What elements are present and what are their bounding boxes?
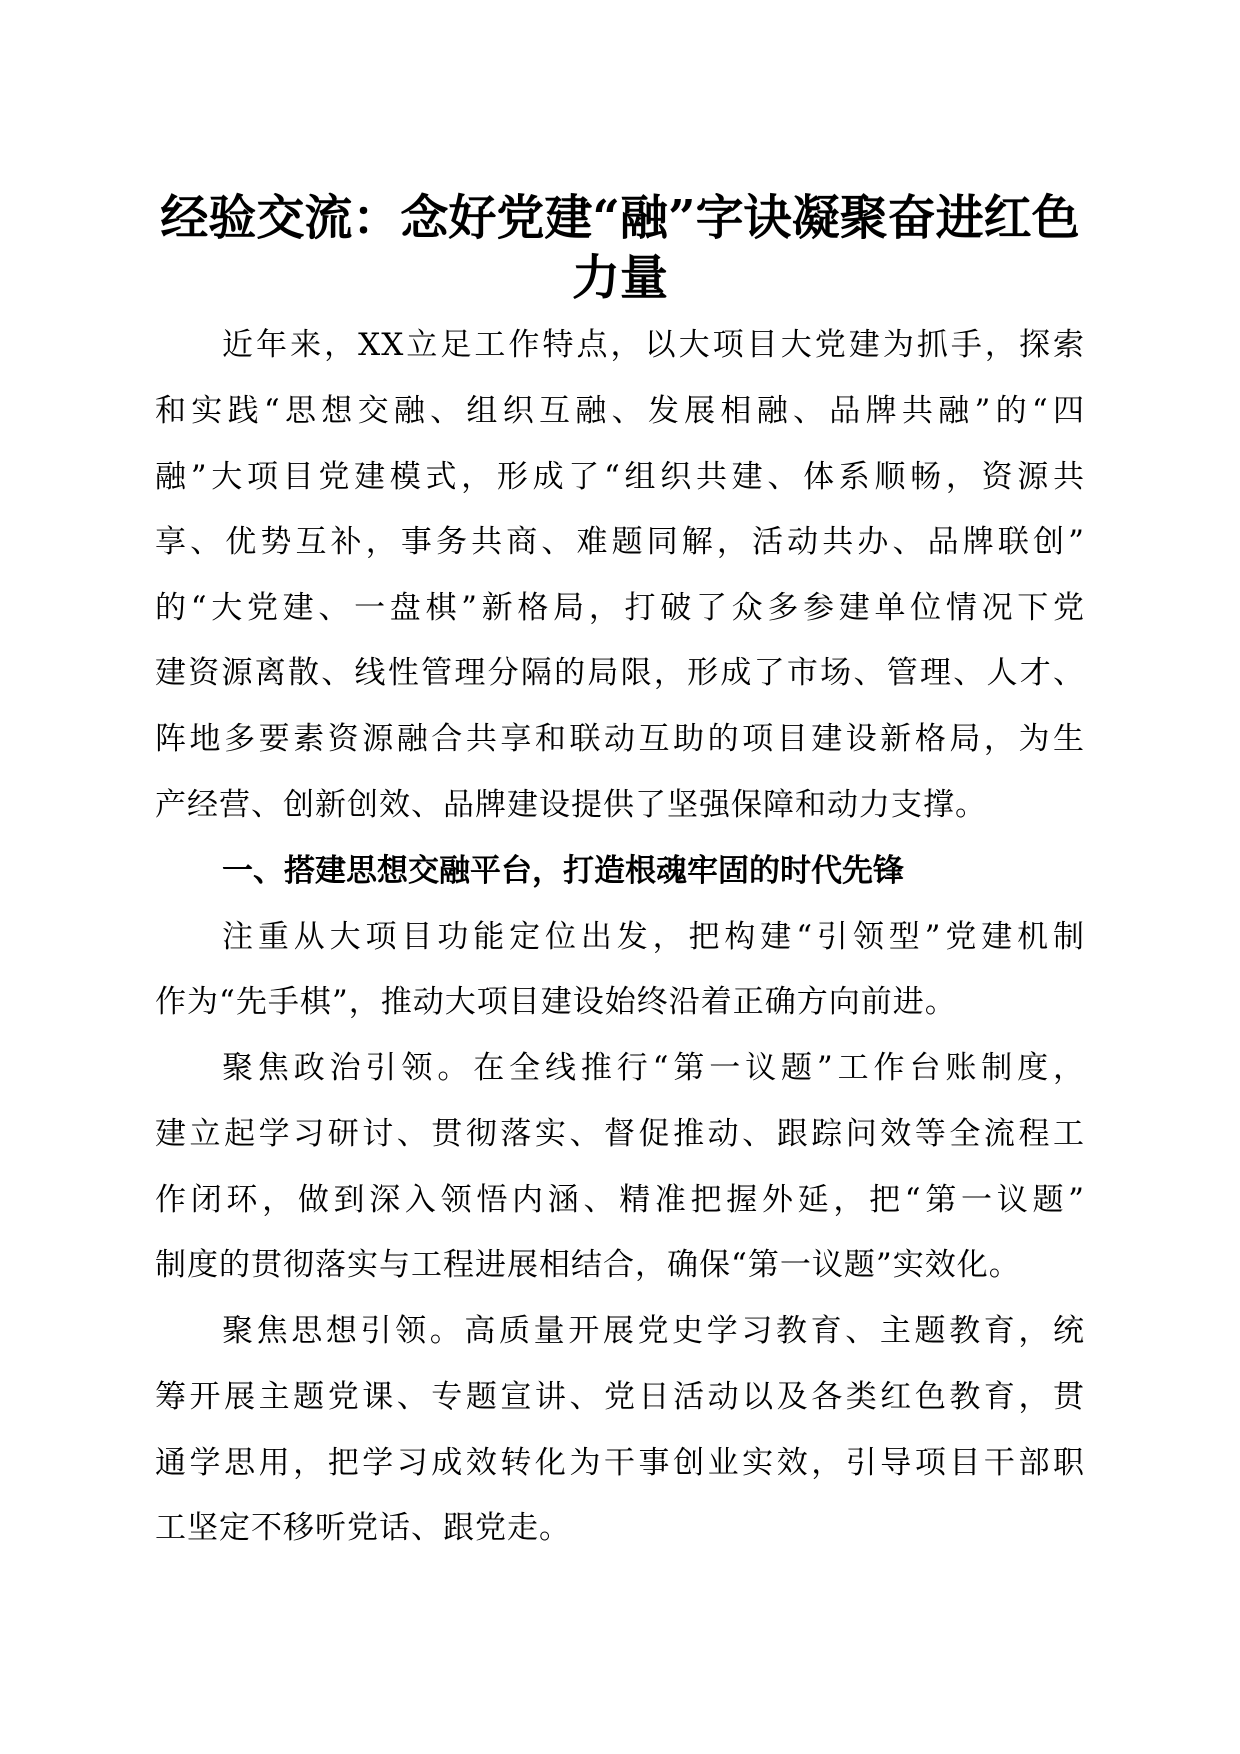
body-text-line: 融”大项目党建模式，形成了“组织共建、体系顺畅，资源共	[155, 459, 1085, 495]
body-text-line: 聚焦思想引领。高质量开展党史学习教育、主题教育，统	[222, 1313, 1085, 1349]
body-text-line: 产经营、创新创效、品牌建设提供了坚强保障和动力支撑。	[155, 787, 987, 823]
body-text-line: 享、优势互补，事务共商、难题同解，活动共办、品牌联创”	[155, 524, 1085, 560]
body-text-line: 建资源离散、线性管理分隔的局限，形成了市场、管理、人才、	[155, 655, 1085, 691]
document-title-line-2: 力量	[571, 250, 668, 306]
document-title-line-1: 经验交流：念好党建“融”字诀凝聚奋进红色	[160, 190, 1080, 246]
body-text-line: 作闭环，做到深入领悟内涵、精准把握外延，把“第一议题”	[155, 1182, 1085, 1218]
body-text-line: 的“大党建、一盘棋”新格局，打破了众多参建单位情况下党	[155, 590, 1085, 626]
body-text-line: 制度的贯彻落实与工程进展相结合，确保“第一议题”实效化。	[155, 1247, 1021, 1283]
body-text-line: 注重从大项目功能定位出发，把构建“引领型”党建机制	[222, 919, 1085, 955]
body-text-line: 和实践“思想交融、组织互融、发展相融、品牌共融”的“四	[155, 393, 1085, 429]
body-text-line: 聚焦政治引领。在全线推行“第一议题”工作台账制度，	[222, 1050, 1085, 1086]
body-text-line: 近年来，XX立足工作特点，以大项目大党建为抓手，探索	[222, 327, 1085, 363]
body-text-line: 筹开展主题党课、专题宣讲、党日活动以及各类红色教育，贯	[155, 1379, 1085, 1415]
body-text-line: 阵地多要素资源融合共享和联动互助的项目建设新格局，为生	[155, 721, 1085, 757]
body-text-line: 建立起学习研讨、贯彻落实、督促推动、跟踪问效等全流程工	[155, 1116, 1085, 1152]
section-heading: 一、搭建思想交融平台，打造根魂牢固的时代先锋	[222, 853, 904, 889]
body-text-line: 作为“先手棋”，推动大项目建设始终沿着正确方向前进。	[155, 984, 957, 1020]
body-text-line: 通学思用，把学习成效转化为干事创业实效，引导项目干部职	[155, 1445, 1085, 1481]
body-text-line: 工坚定不移听党话、跟党走。	[155, 1510, 571, 1546]
